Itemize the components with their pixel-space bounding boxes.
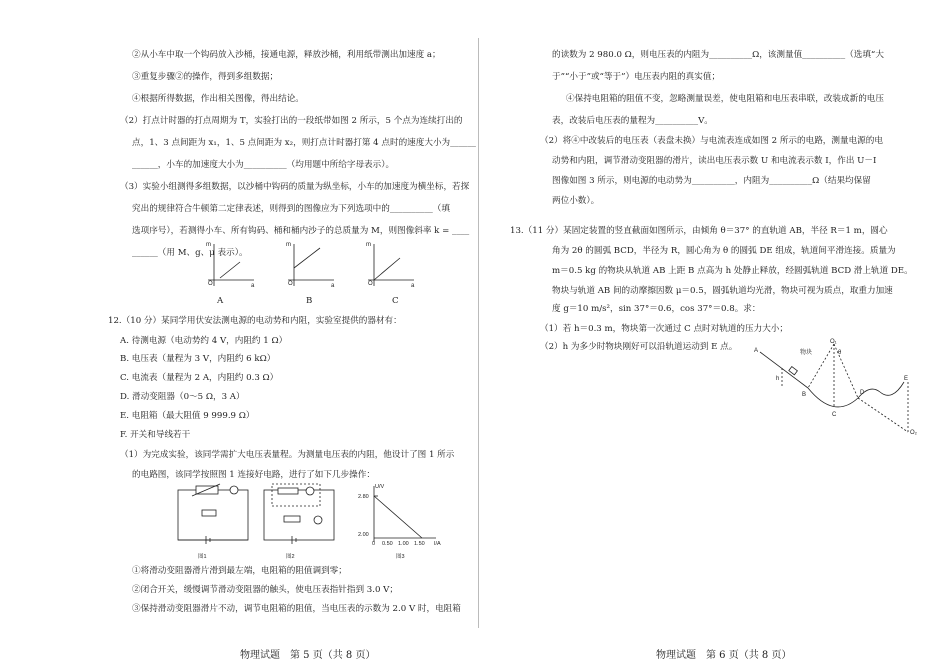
fig3-y-axis-label: U/V bbox=[375, 484, 385, 490]
fig3-x-tick: 1.50 bbox=[414, 541, 425, 547]
label-a: A bbox=[754, 348, 759, 354]
fig3-x-tick: 0.50 bbox=[382, 541, 393, 547]
page-footer-right: 物理试题 第 6 页（共 8 页） bbox=[656, 650, 792, 661]
label-block: 物块 bbox=[800, 350, 813, 356]
graph-a bbox=[208, 244, 254, 286]
text-line: 动势和内阻，调节滑动变阻器的滑片，读出电压表示数 U 和电流表示数 I，作出 U－I bbox=[552, 156, 877, 166]
step-2: ②闭合开关，缓慢调节滑动变阻器的触头，使电压表指针指到 3.0 V； bbox=[132, 585, 398, 595]
svg-text:m: m bbox=[206, 242, 211, 248]
page-footer-left: 物理试题 第 5 页（共 8 页） bbox=[240, 650, 376, 661]
text-line: F. 开关和导线若干 bbox=[120, 430, 191, 440]
label-o2: O₂ bbox=[910, 430, 917, 436]
graph-b bbox=[288, 244, 334, 286]
label-b: B bbox=[802, 392, 807, 398]
text-line: 度 g＝10 m/s²，sin 37°＝0.6，cos 37°＝0.8。求： bbox=[552, 304, 761, 314]
text-line: （2）h 为多少时物块刚好可以沿轨道运动到 E 点。 bbox=[540, 342, 738, 352]
figure-1-circuit bbox=[178, 484, 248, 544]
figure-3-label: 图3 bbox=[396, 554, 405, 560]
text-line: ④根据所得数据，作出相关图像，得出结论。 bbox=[132, 94, 304, 104]
text-line: m＝0.5 kg 的物块从轨道 AB 上距 B 点高为 h 处静止释放，经圆弧轨道 BCD 滑上轨道 DE。 bbox=[552, 266, 913, 276]
label-theta: θ bbox=[838, 350, 842, 356]
text-line: 物块与轨道 AB 间的动摩擦因数 μ＝0.5，圆弧轨道均光滑，物块可视为质点，取重力加速 bbox=[552, 286, 893, 296]
text-line: B. 电压表（量程为 3 V，内阻约 6 kΩ） bbox=[120, 354, 276, 364]
fig3-y-top: 2.80 bbox=[358, 494, 369, 500]
track-diagram bbox=[752, 336, 932, 436]
label-d: D bbox=[860, 390, 865, 396]
text-line: ④保持电阻箱的阻值不变，忽略测量误差，使电阻箱和电压表串联，改装成新的电压 bbox=[566, 94, 884, 104]
graph-label-b: B bbox=[306, 296, 313, 306]
figure-1-label: 图1 bbox=[198, 554, 207, 560]
text-line: ______，小车的加速度大小为__________（均用题中所给字母表示）。 bbox=[132, 160, 395, 170]
text-line: 角为 2θ 的圆弧 BCD，半径为 R，圆心角为 θ 的圆弧 DE 组成，轨道间平滑连接。质量为 bbox=[552, 246, 896, 256]
page-divider bbox=[478, 38, 479, 628]
text-line: 的电路图，该同学按照图 1 连接好电路，进行了如下几步操作： bbox=[132, 470, 375, 480]
fig3-x-tick: 1.00 bbox=[398, 541, 409, 547]
figure-3-graph bbox=[374, 486, 436, 542]
text-line: ______（用 M、g、μ 表示）。 bbox=[132, 248, 248, 258]
svg-text:a: a bbox=[251, 283, 255, 289]
label-e: E bbox=[904, 376, 909, 382]
text-line: 于”“小于”或“等于”）电压表内阻的真实值； bbox=[552, 72, 721, 82]
graph-options bbox=[196, 238, 436, 308]
svg-text:O: O bbox=[368, 281, 373, 287]
svg-text:m: m bbox=[366, 242, 371, 248]
fig3-y-bottom: 2.00 bbox=[358, 532, 369, 538]
text-line: 究出的规律符合牛顿第二定律表述，则得到的图像应为下列选项中的__________（填 bbox=[132, 204, 450, 214]
text-line: 的读数为 2 980.0 Ω，则电压表的内阻为__________Ω，该测量值__________（选填“大 bbox=[552, 50, 884, 60]
text-line: A. 待测电源（电动势约 4 V，内阻约 1 Ω） bbox=[120, 336, 288, 346]
text-line: 点，1、3 点间距为 x₁，1、5 点间距为 x₂，则打点计时器打第 4 点时的速度大小为______ bbox=[132, 138, 476, 148]
right-page bbox=[480, 0, 950, 672]
text-line: 表，改装后电压表的量程为__________V。 bbox=[552, 116, 713, 126]
svg-text:O: O bbox=[288, 281, 293, 287]
circuit-figures bbox=[168, 482, 458, 560]
graph-label-c: C bbox=[392, 296, 399, 306]
graph-label-a: A bbox=[217, 296, 224, 306]
svg-text:O: O bbox=[208, 281, 213, 287]
text-line: ③重复步骤②的操作，得到多组数据； bbox=[132, 72, 279, 82]
step-3: ③保持滑动变阻器滑片不动，调节电阻箱的阻值，当电压表的示数为 2.0 V 时，电阻箱 bbox=[132, 604, 461, 614]
text-line: 图像如图 3 所示，则电源的电动势为__________，内阻为__________Ω（结果均保留 bbox=[552, 176, 871, 186]
svg-text:a: a bbox=[331, 283, 335, 289]
text-line: C. 电流表（量程为 2 A，内阻约 0.3 Ω） bbox=[120, 373, 279, 383]
text-line: 两位小数）。 bbox=[552, 196, 600, 206]
text-line: （3）实验小组测得多组数据，以沙桶中钩码的质量为纵坐标，小车的加速度为横坐标，若探 bbox=[120, 182, 470, 192]
fig3-x-axis-label: I/A bbox=[434, 541, 441, 547]
text-line: D. 滑动变阻器（0～5 Ω，3 A） bbox=[120, 392, 245, 402]
text-line: （2）将④中改装后的电压表（表盘未换）与电流表连成如图 2 所示的电路，测量电源的电 bbox=[540, 136, 883, 146]
question-13-title: 13.（11 分）某固定装置的竖直截面如图所示，由倾角 θ＝37° 的直轨道 AB，半径 R＝1 m，圆心 bbox=[510, 226, 888, 236]
figure-2-label: 图2 bbox=[286, 554, 295, 560]
fig3-x-tick: 0 bbox=[372, 541, 376, 547]
text-line: （1）若 h＝0.3 m，物块第一次通过 C 点时对轨道的压力大小； bbox=[540, 324, 788, 334]
text-line: E. 电阻箱（最大阻值 9 999.9 Ω） bbox=[120, 411, 255, 421]
figure-2-circuit bbox=[264, 484, 334, 544]
text-line: （2）打点计时器的打点周期为 T，实验打出的一段纸带如图 2 所示，5 个点为连续打出的 bbox=[120, 116, 463, 126]
svg-text:m: m bbox=[286, 242, 291, 248]
label-o1: O₁ bbox=[830, 339, 837, 345]
svg-text:a: a bbox=[411, 283, 415, 289]
text-line: ②从小车中取一个钩码放入沙桶，接通电源，释放沙桶，利用纸带测出加速度 a； bbox=[132, 50, 441, 60]
text-line: 选项序号），若测得小车、所有钩码、桶和桶内沙子的总质量为 M，则图像斜率 k = ____ bbox=[132, 226, 470, 236]
graph-c bbox=[368, 244, 414, 286]
text-line: （1）为完成实验，该同学需扩大电压表量程。为测量电压表的内阻，他设计了图 1 所示 bbox=[120, 450, 455, 460]
label-h: h bbox=[776, 376, 780, 382]
step-1: ①将滑动变阻器滑片滑到最左端，电阻箱的阻值调到零； bbox=[132, 566, 347, 576]
label-c: C bbox=[832, 412, 837, 418]
question-12-title: 12.（10 分）某同学用伏安法测电源的电动势和内阻，实验室提供的器材有： bbox=[108, 316, 402, 326]
